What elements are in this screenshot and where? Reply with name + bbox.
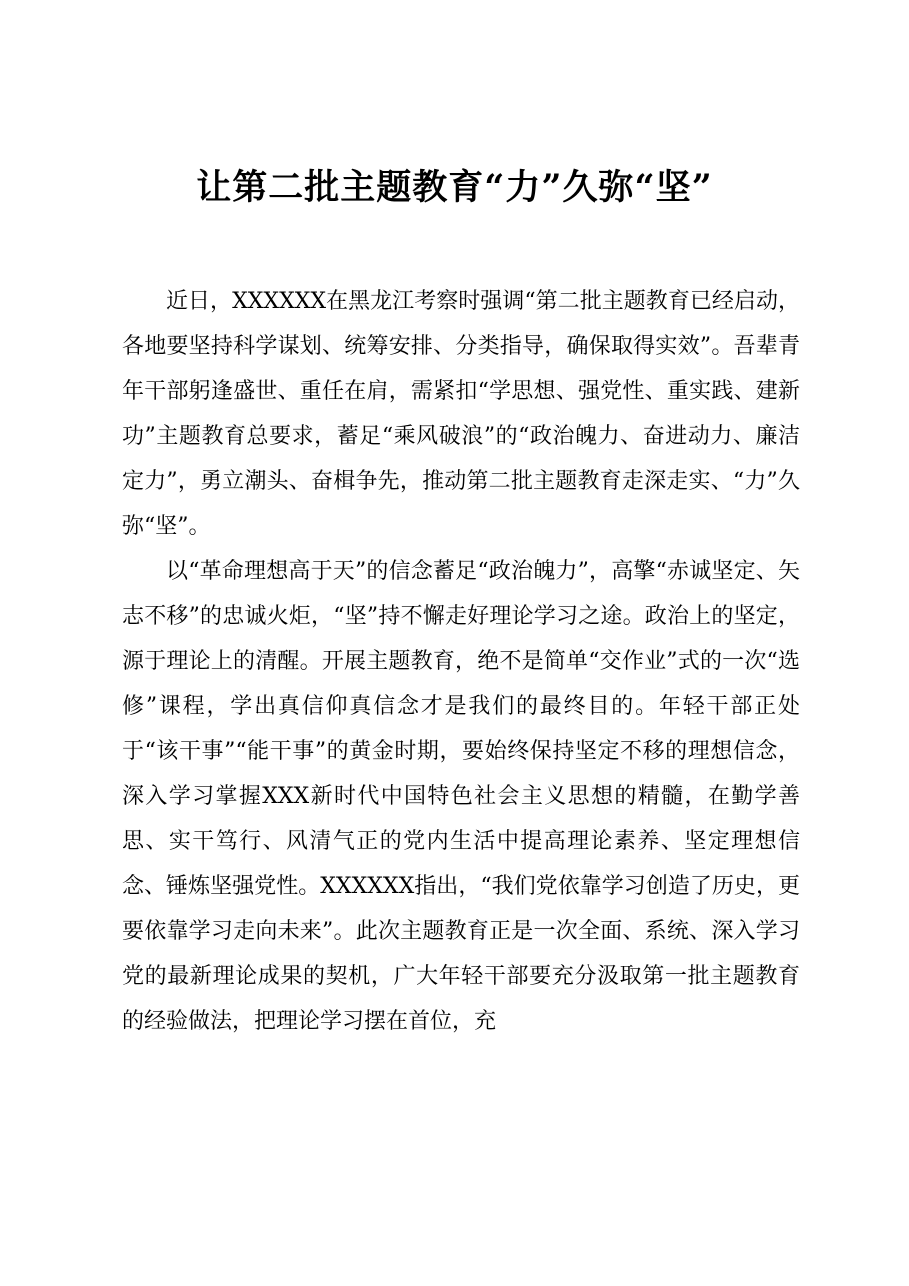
document-body [122,279,800,1044]
document-title: 让第二批主题教育“力”久弥“坚” [196,167,713,208]
paragraph-1: 近日，XXXXXX在黑龙江考察时强调“第二批主题教育已经启动，各地要坚持科学谋划、统筹安排、分类指导，确保取得实效”。吾辈青年干部躬逢盛世、重任在肩，需紧扣“学思想、强党性、重实践、建新功”主题教育总要求，蓄足“乘风破浪”的“政治魄力、奋进动力、廉洁定力”，勇立潮头、奋楫争先，推动第二批主题教育走深走实、“力”久弥“坚”。 [122,289,800,539]
paragraph-2: 以“革命理想高于天”的信念蓄足“政治魄力”，高擎“赤诚坚定、矢志不移”的忠诚火炬，“坚”持不懈走好理论学习之途。政治上的坚定，源于理论上的清醒。开展主题教育，绝不是简单“交作业”式的一次“选修”课程，学出真信仰真信念才是我们的最终目的。年轻干部正处于“该干事”“能干事”的黄金时期，要始终保持坚定不移的理想信念，深入学习掌握XXX新时代中国特色社会主义思想的精髓，在勤学善思、实干笃行、风清气正的党内生活中提高理论素养、坚定理想信念、锤炼坚强党性。XXXXXX指出，“我们党依靠学习创造了历史，更要依靠学习走向未来”。此次主题教育正是一次全面、系统、深入学习党的最新理论成果的契机，广大年轻干部要充分汲取第一批主题教育的经验做法，把理论学习摆在首位，充 [122,559,800,1034]
